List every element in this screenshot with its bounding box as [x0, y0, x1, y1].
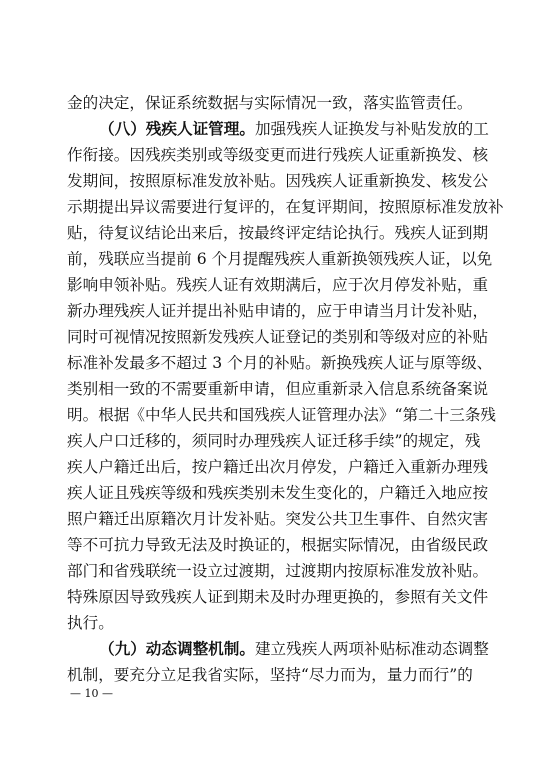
text-line: 发期间，按照原标准发放补贴。因残疾人证重新换发、核发公	[67, 172, 489, 190]
page-number: — 10 —	[70, 687, 113, 700]
text-line: 机制，要充分立足我省实际，坚持“尽力而为，量力而行”的	[67, 666, 473, 684]
text-line: 照户籍迁出原籍次月计发补贴。突发公共卫生事件、自然灾害	[67, 510, 489, 528]
text-line: 疾人证且残疾等级和残疾类别未发生变化的，户籍迁入地应按	[67, 484, 489, 502]
section-8-paragraph-start	[99, 116, 489, 142]
text-line: 同时可视情况按照新发残疾人证登记的类别和等级对应的补贴	[67, 328, 489, 346]
text-line: 影响申领补贴。残疾人证有效期满后，应于次月停发补贴，重	[67, 276, 489, 294]
text-line: 贴，待复议结论出来后，按最终评定结论执行。残疾人证到期	[67, 224, 489, 242]
text-line: 作衔接。因残疾类别或等级变更而进行残疾人证重新换发、核	[67, 146, 489, 164]
text-line: 加强残疾人证换发与补贴发放的工	[254, 120, 489, 138]
text-line: 前，残联应当提前 6 个月提醒残疾人重新换领残疾人证，以免	[67, 250, 493, 268]
text-line: 建立残疾人两项补贴标准动态调整	[254, 640, 489, 658]
text-line: 特殊原因导致残疾人证到期未及时办理更换的，参照有关文件	[67, 588, 489, 606]
text-line: 类别相一致的不需要重新申请，但应重新录入信息系统备案说	[67, 380, 489, 398]
text-line: 部门和省残联统一设立过渡期，过渡期内按原标准发放补贴。	[67, 562, 489, 580]
text-line: 标准补发最多不超过 3 个月的补贴。新换残疾人证与原等级、	[67, 354, 493, 372]
section-9-heading: （九）动态调整机制。	[99, 640, 255, 658]
text-line: 疾人户籍迁出后，按户籍迁出次月停发，户籍迁入重新办理残	[67, 458, 489, 476]
text-line: 明。根据《中华人民共和国残疾人证管理办法》“第二十三条残	[67, 406, 497, 424]
section-9-paragraph-start	[99, 636, 489, 662]
text-line: 示期提出异议需要进行复评的，在复评期间，按照原标准发放补	[67, 198, 504, 216]
text-line: 新办理残疾人证并提出补贴申请的，应于申请当月计发补贴，	[67, 302, 489, 320]
section-8-heading: （八）残疾人证管理。	[99, 120, 255, 138]
text-line: 疾人户口迁移的，须同时办理残疾人证迁移手续”的规定，残	[67, 432, 481, 450]
text-line: 等不可抗力导致无法及时换证的，根据实际情况，由省级民政	[67, 536, 489, 554]
text-line: 金的决定，保证系统数据与实际情况一致，落实监管责任。	[67, 94, 473, 112]
text-line: 执行。	[67, 614, 114, 632]
